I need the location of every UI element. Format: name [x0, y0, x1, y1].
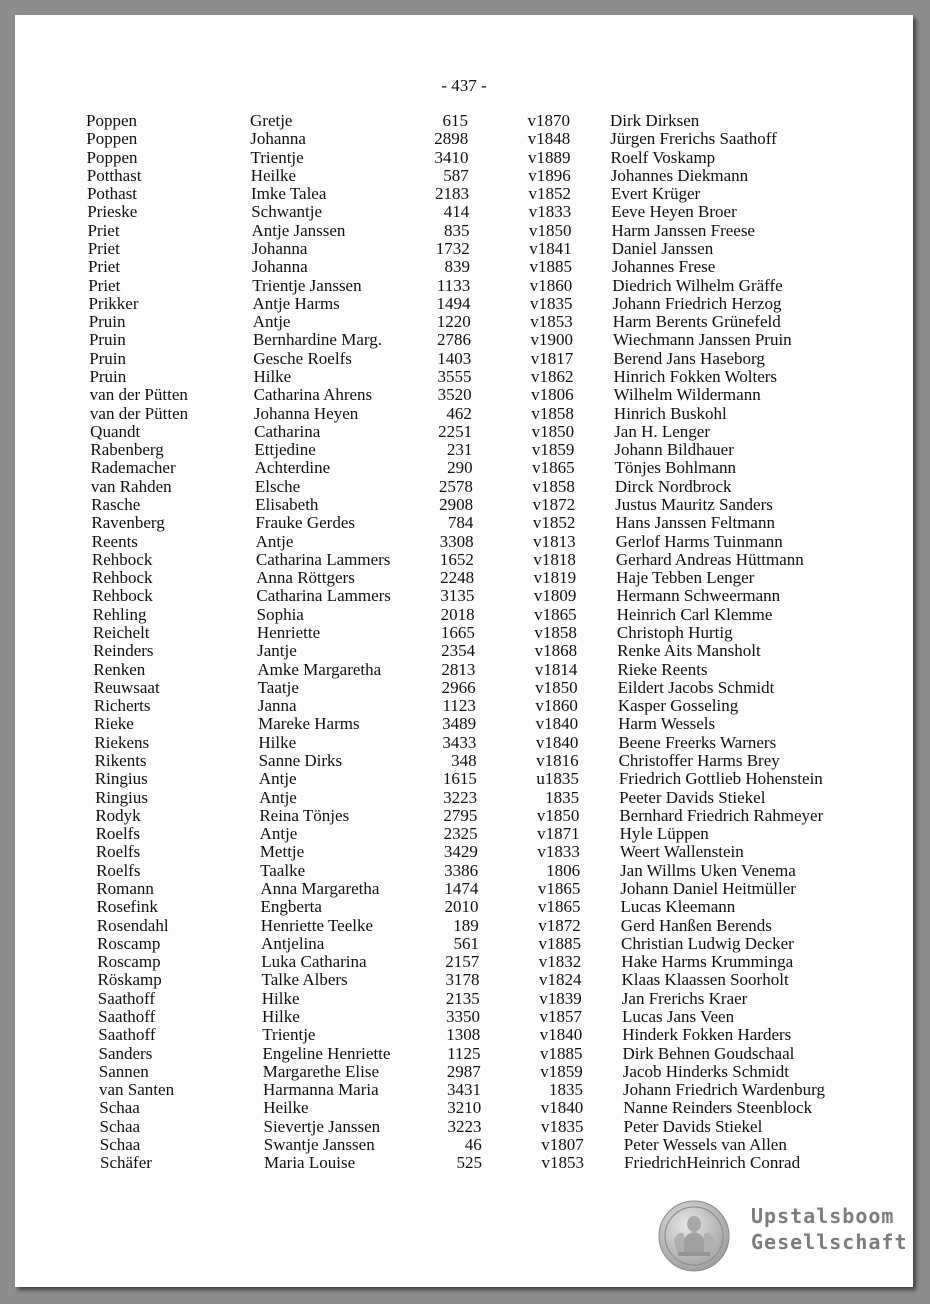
given-name: Taalke	[260, 860, 306, 880]
year: v1872	[532, 494, 576, 514]
given-name: Taatje	[257, 677, 299, 697]
spouse-name: Christoph Hurtig	[616, 622, 733, 642]
spouse-name: Berend Jans Haseborg	[613, 348, 765, 368]
spouse-name: Harm Wessels	[618, 714, 716, 734]
year: v1850	[535, 677, 578, 697]
given-name: Sophia	[256, 604, 304, 624]
given-name: Trientje	[262, 1025, 316, 1045]
surname: Saathoff	[98, 1025, 156, 1045]
surname: van Santen	[99, 1080, 175, 1100]
year: v1824	[539, 970, 582, 990]
surname: Priet	[87, 220, 120, 240]
surname: Sanders	[98, 1043, 153, 1063]
entry-number: 2578	[438, 476, 473, 496]
year: v1841	[529, 238, 572, 258]
given-name: Jantje	[257, 641, 297, 661]
year: v1859	[540, 1061, 583, 1081]
year: v1817	[530, 348, 574, 368]
given-name: Henriette Teelke	[260, 915, 374, 935]
surname: Schaa	[99, 1116, 141, 1136]
year: v1885	[529, 257, 572, 277]
given-name: Catharina	[254, 421, 321, 441]
entry-number: 3350	[446, 1006, 481, 1026]
surname: Prieske	[87, 202, 138, 222]
surname: Poppen	[86, 129, 138, 149]
spouse-name: Bernhard Friedrich Rahmeyer	[619, 805, 824, 825]
entry-number: 3386	[444, 860, 479, 880]
entry-number: 2786	[436, 330, 471, 350]
given-name: Bernhardine Marg.	[252, 330, 382, 350]
surname: Reents	[91, 531, 138, 551]
spouse-name: Harm Janssen Freese	[611, 220, 755, 240]
entry-number: 2813	[441, 659, 476, 679]
given-name: Antje Harms	[252, 293, 340, 313]
surname: Renken	[93, 659, 146, 679]
logo-title-line1: Upstalsboom	[751, 1204, 895, 1228]
document-page	[15, 15, 913, 1287]
entry-number: 3433	[442, 732, 477, 752]
spouse-name: Johann Friedrich Herzog	[612, 293, 782, 313]
year: v1835	[541, 1116, 584, 1136]
given-name: Hilke	[258, 732, 297, 752]
entry-number: 1474	[444, 878, 479, 898]
spouse-name: Jan H. Lenger	[614, 421, 710, 441]
spouse-name: Christoffer Harms Brey	[618, 750, 780, 770]
spouse-name: Harm Berents Grünefeld	[612, 312, 781, 332]
surname: Sannen	[98, 1061, 149, 1081]
spouse-name: Hake Harms Krumminga	[621, 952, 794, 972]
spouse-name: Evert Krüger	[610, 184, 701, 204]
entry-number: 3489	[442, 714, 477, 734]
surname: Roscamp	[97, 952, 161, 972]
entry-number: 1133	[436, 275, 471, 295]
surname: Rosefink	[96, 897, 158, 917]
entry-number: 2325	[443, 824, 478, 844]
year: u1835	[536, 769, 579, 789]
given-name: Sievertje Janssen	[263, 1116, 381, 1136]
year: v1807	[541, 1134, 584, 1154]
given-name: Hilke	[253, 366, 292, 386]
spouse-name: Lucas Kleemann	[620, 897, 736, 917]
year: v1865	[532, 458, 575, 478]
surname: Rehling	[92, 604, 147, 624]
surname: Quandt	[90, 421, 141, 441]
surname: Richerts	[93, 696, 151, 716]
entry-number: 2010	[444, 897, 479, 917]
spouse-name: Haje Tebben Lenger	[616, 568, 755, 588]
year: v1858	[532, 476, 575, 496]
entry-number: 2135	[445, 988, 480, 1008]
entry-number: 1123	[442, 696, 476, 716]
year: v1896	[528, 165, 571, 185]
entry-number: 835	[443, 220, 470, 240]
spouse-name: Dirk Behnen Goudschaal	[622, 1043, 795, 1063]
entry-number: 462	[446, 403, 472, 423]
spouse-name: Peeter Davids Stiekel	[619, 787, 766, 807]
year: v1862	[530, 366, 574, 386]
surname: Prikker	[88, 293, 139, 313]
entry-number: 2018	[440, 604, 475, 624]
entry-number: 3520	[437, 385, 472, 405]
surname: Reinders	[93, 641, 154, 661]
surname: Roelfs	[95, 824, 140, 844]
entry-number: 2987	[446, 1061, 481, 1081]
surname: van Rahden	[90, 476, 172, 496]
spouse-name: Dirck Nordbrock	[614, 476, 732, 496]
entry-number: 348	[451, 750, 477, 770]
year: v1865	[534, 604, 577, 624]
spouse-name: Johann Bildhauer	[614, 440, 734, 460]
given-name: Antje Janssen	[251, 220, 346, 240]
surname: Ringius	[94, 769, 148, 789]
year: v1852	[528, 184, 571, 204]
entry-number: 1125	[447, 1043, 481, 1063]
year: v1865	[537, 878, 581, 898]
given-name: Antje	[252, 312, 291, 332]
spouse-name: Gerhard Andreas Hüttmann	[615, 549, 804, 569]
surname: Pruin	[89, 366, 127, 386]
spouse-name: Johannes Diekmann	[610, 165, 749, 185]
spouse-name: Daniel Janssen	[611, 238, 714, 258]
given-name: Johanna Heyen	[253, 403, 359, 423]
spouse-name: Tönjes Bohlmann	[614, 458, 737, 478]
spouse-name: Gerlof Harms Tuinmann	[615, 531, 783, 551]
surname: Pruin	[88, 312, 126, 332]
year: v1818	[533, 549, 576, 569]
given-name: Johanna	[251, 257, 308, 277]
given-name: Elsche	[254, 476, 301, 496]
year: v1889	[527, 147, 571, 167]
spouse-name: Hinrich Buskohl	[613, 403, 727, 423]
entry-number: 2354	[441, 641, 476, 661]
given-name: Frauke Gerdes	[255, 513, 355, 533]
given-name: Talke Albers	[261, 970, 348, 990]
surname: Röskamp	[97, 970, 162, 990]
spouse-name: Johann Daniel Heitmüller	[620, 878, 796, 898]
surname: Rieke	[94, 714, 134, 734]
given-name: Elisabeth	[255, 494, 319, 514]
given-name: Antje	[258, 769, 297, 789]
given-name: Margarethe Elise	[262, 1061, 380, 1081]
surname: Schäfer	[100, 1153, 152, 1173]
surname: Poppen	[86, 111, 137, 130]
surname: Schaa	[99, 1098, 140, 1118]
year: v1816	[536, 750, 579, 770]
year: v1850	[536, 805, 580, 825]
spouse-name: Peter Wessels van Allen	[623, 1134, 787, 1154]
spouse-name: Hinderk Fokken Harders	[622, 1025, 792, 1045]
entry-number: 3308	[439, 531, 474, 551]
spouse-name: Hermann Schweermann	[616, 586, 781, 606]
surname: Riekens	[94, 732, 150, 752]
logo-title-line2: Gesellschaft	[751, 1230, 908, 1254]
entry-number: 839	[444, 257, 470, 277]
year: v1885	[540, 1043, 583, 1063]
spouse-name: Kasper Gosseling	[617, 696, 739, 716]
entry-number: 1615	[442, 769, 477, 789]
spouse-name: Eildert Jacobs Schmidt	[617, 677, 775, 697]
surname: Rabenberg	[90, 440, 164, 460]
year: v1850	[528, 220, 572, 240]
spouse-name: Christian Ludwig Decker	[621, 933, 794, 953]
entry-number: 1732	[435, 238, 470, 258]
year: v1832	[538, 952, 582, 972]
year: v1806	[531, 385, 574, 405]
spouse-name: Gerd Hanßen Berends	[620, 915, 772, 935]
surname: Rikents	[94, 750, 147, 770]
given-name: Gesche Roelfs	[253, 348, 352, 368]
year: v1871	[537, 824, 580, 844]
surname: Potthast	[86, 165, 142, 185]
entry-number: 2795	[443, 805, 478, 825]
entry-number: 615	[442, 111, 468, 130]
year: v1885	[538, 933, 582, 953]
entry-number: 1403	[437, 348, 472, 368]
surname: Ravenberg	[91, 513, 165, 533]
year: v1850	[531, 421, 575, 441]
spouse-name: Nanne Reinders Steenblock	[623, 1098, 813, 1118]
given-name: Schwantje	[251, 202, 323, 222]
spouse-name: Beene Freerks Warners	[618, 732, 777, 752]
entry-number: 3135	[440, 586, 475, 606]
year: v1858	[531, 403, 574, 423]
spouse-name: Hyle Lüppen	[619, 824, 709, 844]
given-name: Engeline Henriette	[262, 1043, 391, 1063]
surname: Reichelt	[92, 622, 150, 642]
spouse-name: Wiechmann Janssen Pruin	[612, 330, 792, 350]
surname: Priet	[87, 238, 120, 258]
surname: van der Pütten	[89, 385, 188, 405]
spouse-name: Dirk Dirksen	[610, 111, 700, 130]
entry-number: 3431	[447, 1080, 482, 1100]
surname: Priet	[88, 275, 121, 295]
spouse-name: Rieke Reents	[617, 659, 708, 679]
year: v1872	[538, 915, 581, 935]
surname: van der Pütten	[89, 403, 189, 423]
year: v1860	[535, 696, 578, 716]
spouse-name: Diedrich Wilhelm Gräffe	[612, 275, 783, 295]
given-name: Catharina Ahrens	[253, 385, 373, 405]
spouse-name: Friedrich Gottlieb Hohenstein	[618, 769, 823, 789]
surname: Rehbock	[92, 568, 153, 588]
given-name: Antje	[255, 531, 294, 551]
given-name: Hilke	[262, 1006, 300, 1026]
year: v1833	[537, 842, 580, 862]
surname: Roelfs	[95, 842, 141, 862]
entry-number: 2248	[440, 568, 475, 588]
given-name: Antjelina	[261, 933, 325, 953]
spouse-name: Johann Friedrich Wardenburg	[623, 1080, 825, 1100]
surname: Rademacher	[90, 458, 176, 478]
given-name: Mareke Harms	[258, 714, 360, 734]
surname: Poppen	[86, 147, 138, 167]
surname: Schaa	[99, 1134, 141, 1154]
entry-number: 3223	[443, 787, 478, 807]
year: v1848	[527, 129, 571, 149]
year: v1857	[539, 1006, 583, 1026]
entry-number: 3429	[443, 842, 478, 862]
given-name: Antje	[259, 824, 298, 844]
given-name: Sanne Dirks	[258, 750, 343, 770]
surname: Rasche	[91, 494, 141, 514]
entry-number: 525	[456, 1153, 482, 1173]
entry-number: 2908	[439, 494, 474, 514]
year: v1853	[541, 1153, 584, 1173]
entry-number: 2898	[434, 129, 469, 149]
year: v1859	[531, 440, 575, 460]
entry-number: 46	[464, 1134, 482, 1154]
entry-number: 290	[447, 458, 473, 478]
surname: Pruin	[88, 330, 126, 350]
given-name: Harmanna Maria	[263, 1080, 379, 1100]
spouse-name: Jacob Hinderks Schmidt	[622, 1061, 789, 1081]
entry-number: 2183	[434, 184, 469, 204]
year: 1806	[546, 860, 581, 880]
spouse-name: Renke Aits Mansholt	[617, 641, 761, 661]
given-name: Trientje	[250, 147, 304, 167]
entry-number: 2966	[441, 677, 476, 697]
spouse-name: Peter Davids Stiekel	[623, 1116, 763, 1136]
entry-number: 561	[453, 933, 480, 953]
given-name: Anna Röttgers	[256, 568, 355, 588]
spouse-name: Hans Janssen Feltmann	[615, 513, 775, 533]
given-name: Antje	[259, 787, 297, 807]
entry-number: 189	[453, 915, 479, 935]
entry-number: 1220	[436, 312, 471, 332]
given-name: Hilke	[261, 988, 300, 1008]
given-name: Catharina Lammers	[256, 586, 391, 606]
year: v1860	[529, 275, 573, 295]
surname: Rodyk	[95, 805, 141, 825]
entry-number: 2157	[445, 952, 480, 972]
surname: Rosendahl	[96, 915, 169, 935]
year: v1819	[533, 568, 577, 588]
year: v1858	[534, 622, 577, 642]
seal-icon	[658, 1200, 730, 1272]
given-name: Ettjedine	[254, 440, 316, 460]
given-name: Henriette	[256, 622, 321, 642]
year: v1853	[530, 312, 573, 332]
spouse-name: Wilhelm Wildermann	[613, 385, 761, 405]
year: v1900	[530, 330, 573, 350]
spouse-name: Weert Wallenstein	[619, 842, 744, 862]
entry-number: 3555	[437, 366, 472, 386]
year: v1840	[540, 1098, 584, 1118]
year: v1814	[534, 659, 578, 679]
spouse-name: Roelf Voskamp	[610, 147, 716, 167]
given-name: Johanna	[251, 238, 308, 258]
surname: Saathoff	[98, 1006, 156, 1026]
given-name: Engberta	[260, 897, 322, 917]
surname: Roelfs	[96, 860, 141, 880]
entry-number: 1652	[439, 549, 474, 569]
spouse-name: Justus Mauritz Sanders	[615, 494, 773, 514]
surname: Rehbock	[92, 586, 153, 606]
entry-number: 1494	[436, 293, 471, 313]
entry-number: 3223	[447, 1116, 482, 1136]
entry-number: 1665	[440, 622, 475, 642]
year: v1870	[527, 111, 570, 130]
surname: Reuwsaat	[93, 677, 160, 697]
year: 1835	[549, 1080, 584, 1100]
given-name: Achterdine	[254, 458, 331, 478]
entry-number: 587	[443, 165, 469, 185]
year: v1813	[533, 531, 576, 551]
entry-number: 784	[447, 513, 474, 533]
year: v1865	[538, 897, 581, 917]
year: v1840	[535, 714, 579, 734]
entry-number: 3410	[434, 147, 469, 167]
surname: Romann	[96, 878, 154, 898]
spouse-name: Jürgen Frerichs Saathoff	[610, 129, 777, 149]
surname: Saathoff	[97, 988, 156, 1008]
page-number: - 437 -	[441, 76, 487, 95]
year: v1840	[539, 1025, 583, 1045]
year: v1840	[535, 732, 579, 752]
spouse-name: Lucas Jans Veen	[622, 1006, 735, 1026]
entry-number: 2251	[438, 421, 473, 441]
given-name: Johanna	[250, 129, 306, 149]
given-name: Amke Margaretha	[257, 659, 382, 679]
year: v1868	[534, 641, 578, 661]
entry-number: 1308	[446, 1025, 481, 1045]
given-name: Imke Talea	[250, 184, 327, 204]
spouse-name: Heinrich Carl Klemme	[616, 604, 773, 624]
society-logo	[658, 1200, 908, 1272]
given-name: Heilke	[250, 165, 297, 185]
given-name: Reina Tönjes	[259, 805, 350, 825]
spouse-name: Jan Frerichs Kraer	[621, 988, 748, 1008]
entry-number: 414	[443, 202, 470, 222]
entry-number: 3210	[447, 1098, 482, 1118]
year: 1835	[545, 787, 580, 807]
spouse-name: Eeve Heyen Broer	[611, 202, 737, 222]
spouse-name: FriedrichHeinrich Conrad	[624, 1153, 801, 1173]
spouse-name: Jan Willms Uken Venema	[620, 860, 796, 880]
given-name: Catharina Lammers	[255, 549, 391, 569]
given-name: Swantje Janssen	[263, 1134, 375, 1154]
year: v1839	[539, 988, 582, 1008]
given-name: Mettje	[259, 842, 305, 862]
year: v1852	[532, 513, 576, 533]
surname: Rehbock	[91, 549, 153, 569]
spouse-name: Johannes Frese	[611, 257, 716, 277]
year: v1833	[528, 202, 572, 222]
surname: Priet	[87, 257, 121, 277]
given-name: Trientje Janssen	[252, 275, 362, 295]
spouse-name: Klaas Klaassen Soorholt	[621, 970, 789, 990]
surname: Ringius	[95, 787, 148, 807]
given-name: Gretje	[250, 111, 293, 130]
given-name: Heilke	[263, 1098, 309, 1118]
surname: Pruin	[89, 348, 127, 368]
surname: Pothast	[86, 184, 138, 204]
given-name: Maria Louise	[264, 1153, 356, 1173]
year: v1809	[533, 586, 577, 606]
entry-number: 231	[446, 440, 473, 460]
given-name: Luka Catharina	[261, 952, 367, 972]
year: v1835	[529, 293, 573, 313]
given-name: Janna	[257, 696, 297, 716]
given-name: Anna Margaretha	[260, 878, 380, 898]
surname: Roscamp	[97, 933, 161, 953]
entry-number: 3178	[445, 970, 480, 990]
spouse-name: Hinrich Fokken Wolters	[613, 366, 778, 386]
